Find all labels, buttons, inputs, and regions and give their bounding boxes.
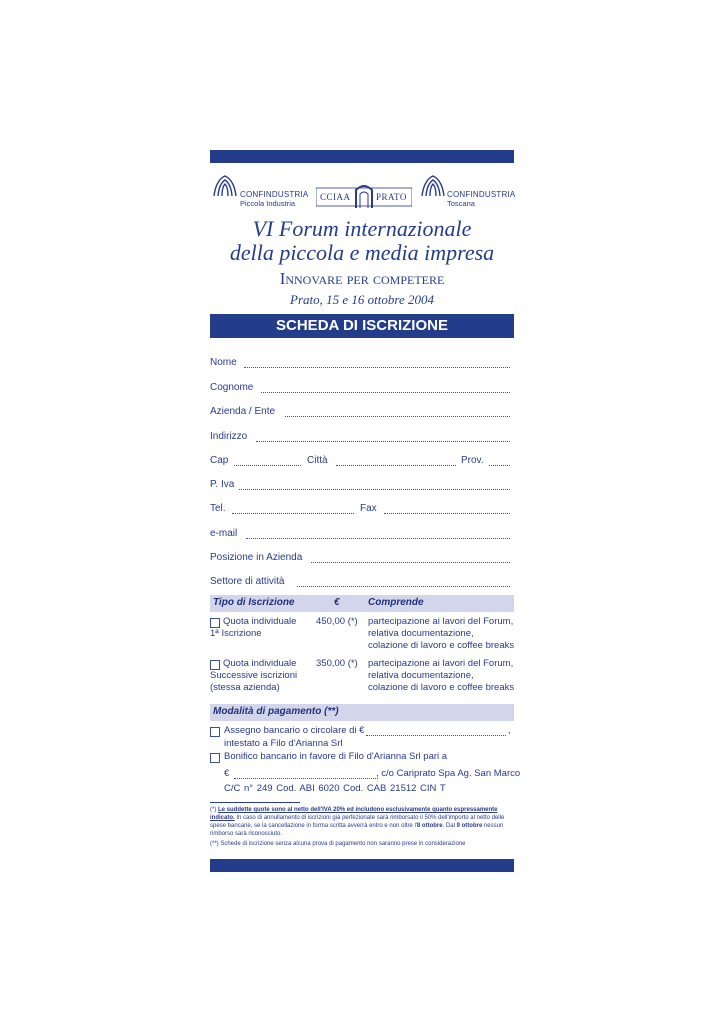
payment-header (210, 704, 514, 721)
checkbox-quota-1[interactable] (210, 618, 220, 628)
payment-transfer-option (210, 751, 521, 797)
row1-inc2: relativa documentazione, (368, 628, 474, 639)
header-includes: Comprende (368, 597, 424, 608)
logo-center-right: PRATO (376, 192, 407, 202)
input-posizione[interactable] (311, 562, 510, 563)
form-title: SCHEDA DI ISCRIZIONE (276, 317, 448, 334)
row2-inc2: relativa documentazione, (368, 670, 474, 681)
label-citta: Città (307, 455, 328, 466)
form-title-bar (210, 314, 514, 338)
registration-row-1 (210, 616, 514, 656)
label-cap: Cap (210, 455, 229, 466)
logo-right-name: CONFINDUSTRIA (447, 190, 516, 199)
label-nome: Nome (210, 357, 237, 368)
note-1-end: nessun rimborso sarà riconosciuto. (210, 823, 504, 837)
header-type: Tipo di Iscrizione (213, 597, 295, 608)
label-settore: Settore di attività (210, 576, 285, 587)
check-line-2: intestato a Filo d'Arianna Srl (224, 738, 343, 749)
transfer-euro: € (224, 768, 230, 779)
note-1-star: (*) (210, 807, 217, 813)
input-email[interactable] (246, 538, 510, 539)
note-1 (210, 806, 514, 838)
row2-type-line3: (stessa azienda) (210, 682, 280, 693)
note-1-date1: 8 ottobre (416, 823, 443, 829)
confindustria-emblem-icon (420, 174, 446, 198)
registration-row-2 (210, 658, 514, 698)
input-tel[interactable] (232, 513, 354, 514)
input-azienda[interactable] (285, 416, 510, 417)
logo-confindustria-piccola (212, 174, 312, 208)
label-indirizzo: Indirizzo (210, 431, 248, 442)
note-1-mid: . Dal (442, 823, 455, 829)
notes-separator (210, 802, 300, 803)
row2-inc1: partecipazione ai lavori del Forum, (368, 658, 514, 669)
checkbox-bonifico[interactable] (210, 753, 220, 763)
row2-price: 350,00 (*) (316, 658, 358, 669)
row2-type-line2: Successive iscrizioni (210, 670, 298, 681)
label-posizione: Posizione in Azienda (210, 552, 303, 563)
logo-right-sub: Toscana (447, 199, 475, 208)
label-azienda: Azienda / Ente (210, 406, 276, 417)
payment-check-option (210, 725, 514, 751)
note-1-date2: 9 ottobre (456, 823, 483, 829)
checkbox-assegno[interactable] (210, 727, 220, 737)
bottom-bar (210, 859, 514, 872)
row2-type-line1: Quota individuale (223, 658, 297, 669)
bank-codes: C/C n° 249 Cod. ABI 6020 Cod. CAB 21512 CIN T (224, 783, 446, 794)
logo-center-left: CCIAA (320, 192, 351, 202)
checkbox-quota-2[interactable] (210, 660, 220, 670)
note-1-rest: In caso di annullamento di iscrizioni già perfezionate sarà rimborsato il 50% dell'importo al netto delle spese bancarie, se la cancellazione in forma scritta avverrà entro e non oltre l' (210, 815, 505, 829)
logo-cciaa-prato (316, 184, 412, 210)
label-piva: P. Iva (210, 479, 235, 490)
label-tel: Tel. (210, 503, 226, 514)
label-cognome: Cognome (210, 382, 254, 393)
input-check-amount[interactable] (366, 735, 506, 736)
logo-left-sub: Piccola Industria (240, 199, 296, 208)
title-line-2: della piccola e media impresa (229, 240, 495, 265)
label-fax: Fax (360, 503, 377, 514)
note-1-bold: Le suddette quote sono al netto dell'IVA 20% ed includono esclusivamente quanto espressamente indicato. (210, 807, 498, 821)
check-comma: , (508, 725, 511, 736)
row1-inc3: colazione di lavoro e coffee breaks (368, 640, 515, 651)
note-2: (**) Schede di iscrizione senza alcuna prova di pagamento non saranno prese in considerazione (210, 841, 466, 847)
confindustria-emblem-icon (212, 174, 238, 198)
label-prov: Prov. (461, 455, 484, 466)
payment-header-label: Modalità di pagamento (**) (213, 706, 339, 717)
input-prov[interactable] (489, 465, 510, 466)
row1-price: 450,00 (*) (316, 616, 358, 627)
logo-confindustria-toscana (420, 174, 516, 208)
row1-type-line1: Quota individuale (223, 616, 297, 627)
logo-left-name: CONFINDUSTRIA (240, 190, 309, 199)
input-cognome[interactable] (261, 392, 510, 393)
title-date: Prato, 15 e 16 ottobre 2004 (290, 292, 434, 307)
label-email: e-mail (210, 528, 238, 539)
input-piva[interactable] (239, 489, 510, 490)
input-settore[interactable] (297, 586, 510, 587)
header-price: € (334, 597, 340, 608)
registration-header (210, 595, 514, 612)
top-bar (210, 150, 514, 163)
check-line-1: Assegno bancario o circolare di € (224, 725, 365, 736)
input-citta[interactable] (336, 465, 456, 466)
input-cap[interactable] (234, 465, 301, 466)
row2-inc3: colazione di lavoro e coffee breaks (368, 682, 515, 693)
transfer-line-1: Bonifico bancario in favore di Filo d'Arianna Srl pari a (224, 751, 448, 762)
input-fax[interactable] (384, 513, 510, 514)
row1-type-line2: 1ª Iscrizione (210, 628, 262, 639)
title-line-1: VI Forum internazionale (252, 216, 472, 241)
input-nome[interactable] (244, 367, 510, 368)
transfer-bank: , c/o Cariprato Spa Ag. San Marco (376, 768, 521, 779)
title-motto: Innovare per competere (279, 269, 445, 288)
input-indirizzo[interactable] (256, 441, 510, 442)
row1-inc1: partecipazione ai lavori del Forum, (368, 616, 514, 627)
input-transfer-amount[interactable] (234, 778, 378, 779)
